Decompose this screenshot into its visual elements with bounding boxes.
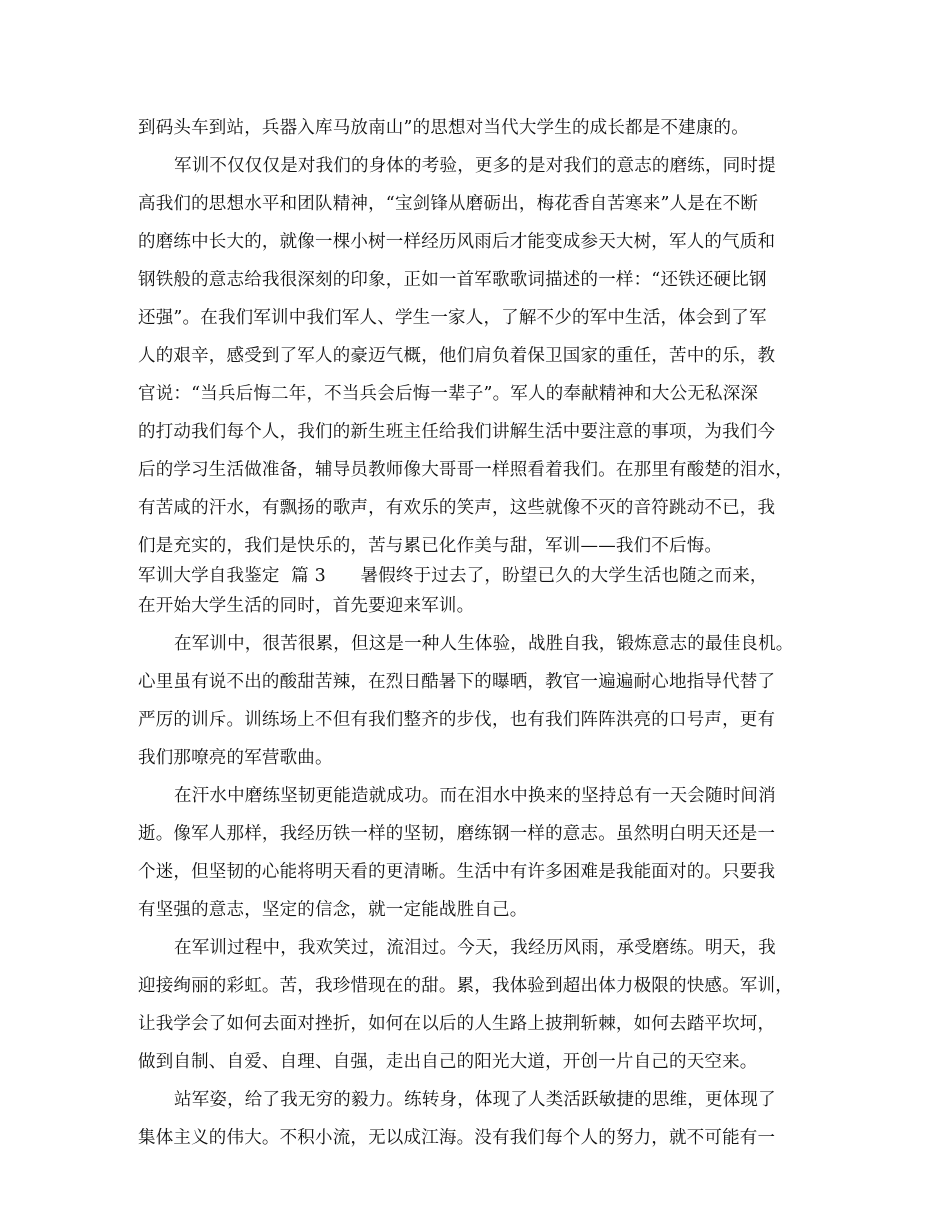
text-line: 们是充实的，我们是快乐的，苦与累已化作美与甜，军训——我们不后悔。 xyxy=(138,536,723,556)
text-line: 迎接绚丽的彩虹。苦，我珍惜现在的甜。累，我体验到超出体力极限的快感。军训， xyxy=(138,976,793,996)
text-line: 做到自制、自爱、自理、自强，走出自己的阳光大道，开创一片自己的天空来。 xyxy=(138,1052,758,1072)
text-line: 个迷，但坚韧的心能将明天看的更清晰。生活中有许多困难是我能面对的。只要我 xyxy=(138,862,776,882)
text-line: 站军姿，给了我无穷的毅力。练转身，体现了人类活跃敏捷的思维，更体现了 xyxy=(174,1090,776,1110)
text-line: 高我们的思想水平和团队精神，“宝剑锋从磨砺出，梅花香自苦寒来”人是在不断 xyxy=(138,194,759,214)
text-line: 在开始大学生活的同时，首先要迎来军训。 xyxy=(138,596,475,616)
text-line: 心里虽有说不出的酸甜苦辣，在烈日酷暑下的曝晒，教官一遍遍耐心地指导代替了 xyxy=(138,672,776,692)
text-line: 在军训中，很苦很累，但这是一种人生体验，战胜自我，锻炼意志的最佳良机。 xyxy=(174,634,794,654)
text-line: 在军训过程中，我欢笑过，流泪过。今天，我经历风雨，承受磨练。明天，我 xyxy=(174,938,776,958)
text-line: 官说：“当兵后悔二年，不当兵会后悔一辈子”。军人的奉献精神和大公无私深深 xyxy=(138,384,759,404)
text-line: 我们那嘹亮的军营歌曲。 xyxy=(138,748,333,768)
text-line: 集体主义的伟大。不积小流，无以成江海。没有我们每个人的努力，就不可能有一 xyxy=(138,1128,776,1148)
text-line: 逝。像军人那样，我经历铁一样的坚韧，磨练钢一样的意志。虽然明白明天还是一 xyxy=(138,824,776,844)
text-line: 有苦咸的汗水，有飘扬的歌声，有欢乐的笑声，这些就像不灭的音符跳动不已，我 xyxy=(138,498,776,518)
text-line: 让我学会了如何去面对挫折，如何在以后的人生路上披荆斩棘，如何去踏平坎坷， xyxy=(138,1014,776,1034)
text-line: 到码头车到站，兵器入库马放南山”的思想对当代大学生的成长都是不建康的。 xyxy=(138,118,749,138)
text-line: 钢铁般的意志给我很深刻的印象，正如一首军歌歌词描述的一样：“还铁还硬比钢 xyxy=(138,270,767,290)
text-line: 有坚强的意志，坚定的信念，就一定能战胜自己。 xyxy=(138,900,528,920)
text-line: 军训不仅仅仅是对我们的身体的考验，更多的是对我们的意志的磨练，同时提 xyxy=(174,156,776,176)
text-line: 的打动我们每个人，我们的新生班主任给我们讲解生活中要注意的事项，为我们今 xyxy=(138,422,776,442)
text-line: 在汗水中磨练坚韧更能造就成功。而在泪水中换来的坚持总有一天会随时间消 xyxy=(174,786,776,806)
text-line: 还强”。在我们军训中我们军人、学生一家人，了解不少的军中生活，体会到了军 xyxy=(138,308,767,328)
text-line: 后的学习生活做准备，辅导员教师像大哥哥一样照看着我们。在那里有酸楚的泪水， xyxy=(138,460,793,480)
text-line: 的磨练中长大的，就像一棵小树一样经历风雨后才能变成参天大树，军人的气质和 xyxy=(138,232,776,252)
text-line: 严厉的训斥。训练场上不但有我们整齐的步伐，也有我们阵阵洪亮的口号声，更有 xyxy=(138,710,776,730)
section-heading-line: 军训大学自我鉴定 篇 3 暑假终于过去了，盼望已久的大学生活也随之而来， xyxy=(138,566,768,586)
text-line: 人的艰辛，感受到了军人的豪迈气概，他们肩负着保卫国家的重任，苦中的乐，教 xyxy=(138,346,776,366)
